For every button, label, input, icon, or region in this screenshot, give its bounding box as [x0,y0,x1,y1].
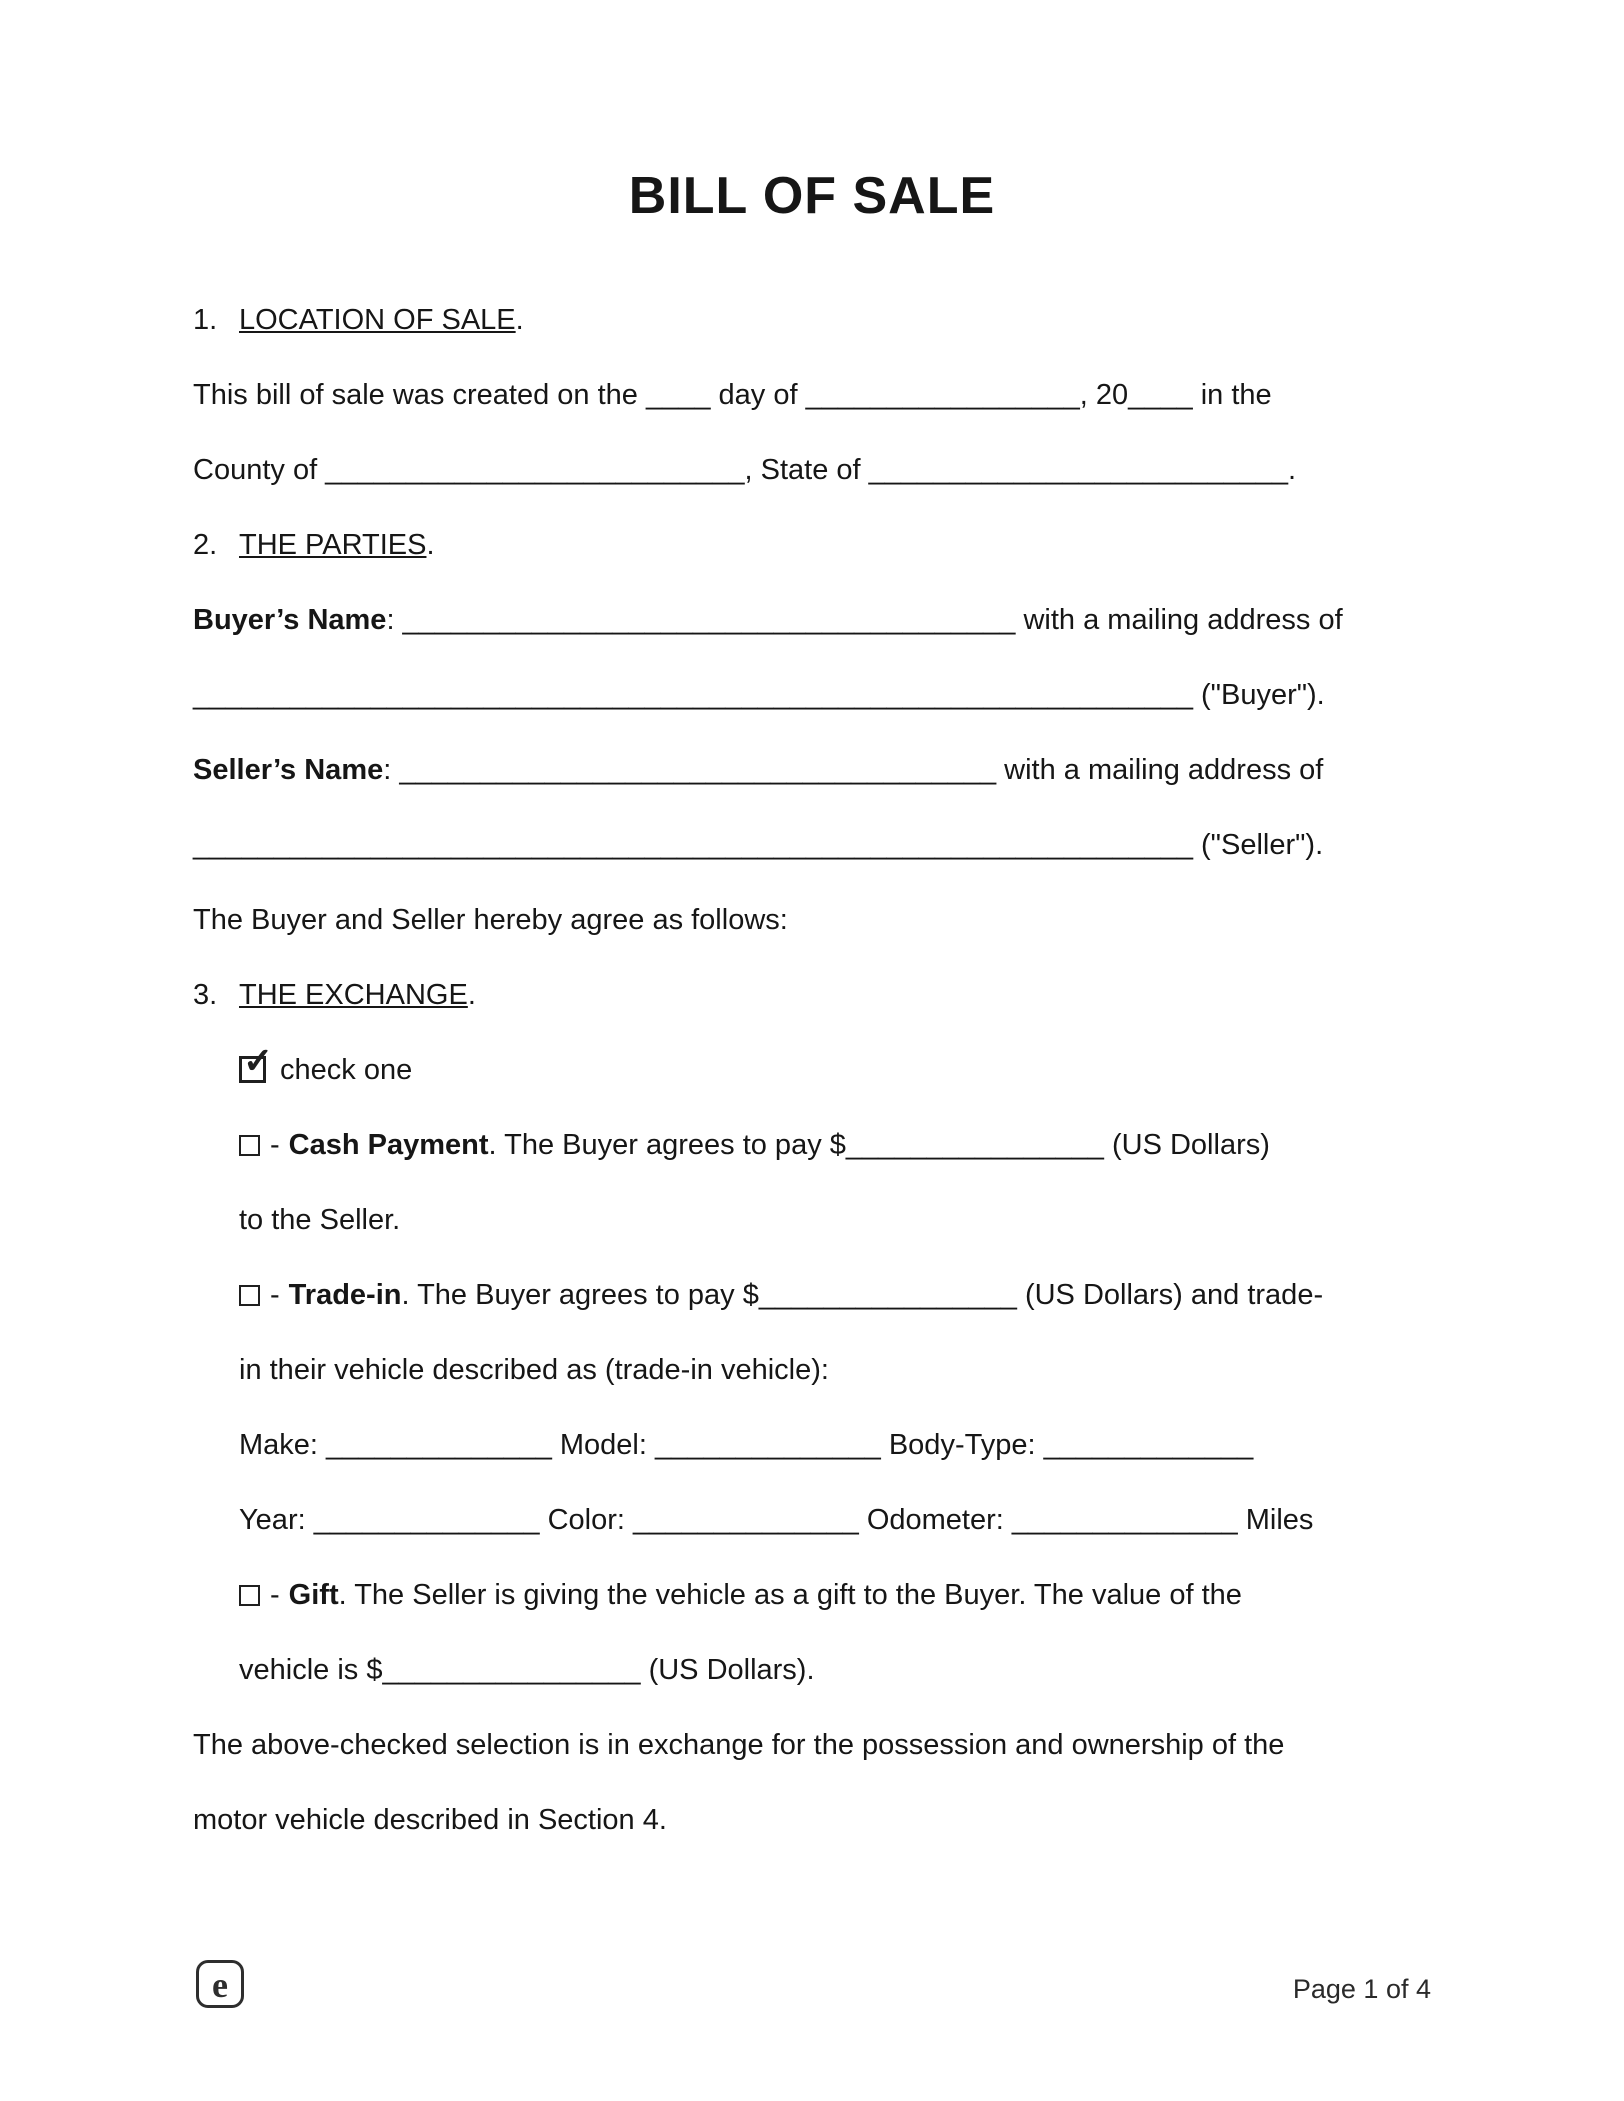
gift-label: Gift [288,1579,339,1611]
trade-in-text: . The Buyer agrees to pay $________________ (US Dollars) and trade- [401,1279,1324,1311]
eforms-logo [196,1960,244,2008]
agreement-intro-line: The Buyer and Seller hereby agree as follows: [193,904,788,936]
section-1-number: 1. [193,304,218,336]
gift-line-2: vehicle is $________________ (US Dollars). [239,1654,815,1686]
checked-checkbox-icon [239,1040,274,1083]
cash-payment-dash: - [270,1129,280,1161]
check-one-line [193,1033,1438,1108]
seller-name-blank: : _____________________________________ with a mailing address of [383,754,1324,786]
section-1-heading-text: LOCATION OF SALE [239,304,516,336]
section-2-heading-period: . [426,529,435,561]
gift-dash: - [270,1579,280,1611]
seller-name-line [193,733,1438,808]
trade-in-line [193,1258,1438,1333]
cash-payment-line-2: to the Seller. [239,1204,401,1236]
section-2-number: 2. [193,529,218,561]
trade-in-dash: - [270,1279,280,1311]
buyer-name-line [193,583,1438,658]
gift-line [193,1558,1438,1633]
document-body [193,283,1438,1858]
page-number: Page 1 of 4 [1292,1974,1431,2004]
cash-payment-line [193,1108,1438,1183]
location-sale-line-1: This bill of sale was created on the ____ day of _________________, 20____ in the [193,379,1272,411]
section-3-number: 3. [193,979,218,1011]
closing-line-1: The above-checked selection is in exchange for the possession and ownership of the [193,1729,1285,1761]
seller-name-label: Seller’s Name [193,754,384,786]
section-2-heading-text: THE PARTIES [239,529,427,561]
section-2-heading [193,508,1438,583]
trade-in-fields-line-2: Year: ______________ Color: ______________ Odometer: ______________ Miles [239,1504,1314,1536]
eforms-logo-letter: e [212,1965,228,2005]
section-1-heading [193,283,1438,358]
trade-in-label: Trade-in [288,1279,402,1311]
seller-address-line: ______________________________________________________________ ("Seller"). [193,829,1324,861]
location-sale-line-2: County of __________________________, State of __________________________. [193,454,1297,486]
gift-text: . The Seller is giving the vehicle as a gift to the Buyer. The value of the [338,1579,1242,1611]
cash-payment-checkbox[interactable] [239,1135,260,1156]
trade-in-checkbox[interactable] [239,1285,260,1306]
buyer-name-blank: : ______________________________________ with a mailing address of [386,604,1343,636]
buyer-address-line: ______________________________________________________________ ("Buyer"). [193,679,1325,711]
cash-payment-text: . The Buyer agrees to pay $________________ (US Dollars) [488,1129,1270,1161]
cash-payment-label: Cash Payment [288,1129,489,1161]
section-1-heading-period: . [515,304,524,336]
checkmark-icon: ✓ [243,1040,274,1081]
check-one-label: check one [280,1054,413,1086]
buyer-name-label: Buyer’s Name [193,604,387,636]
trade-in-line-2: in their vehicle described as (trade-in vehicle): [239,1354,829,1386]
document-title: BILL OF SALE [628,167,996,225]
gift-checkbox[interactable] [239,1585,260,1606]
trade-in-fields-line-1: Make: ______________ Model: ______________ Body-Type: _____________ [239,1429,1254,1461]
closing-line-2: motor vehicle described in Section 4. [193,1804,667,1836]
section-3-heading [193,958,1438,1033]
section-3-heading-period: . [467,979,476,1011]
section-3-heading-text: THE EXCHANGE [239,979,468,1011]
